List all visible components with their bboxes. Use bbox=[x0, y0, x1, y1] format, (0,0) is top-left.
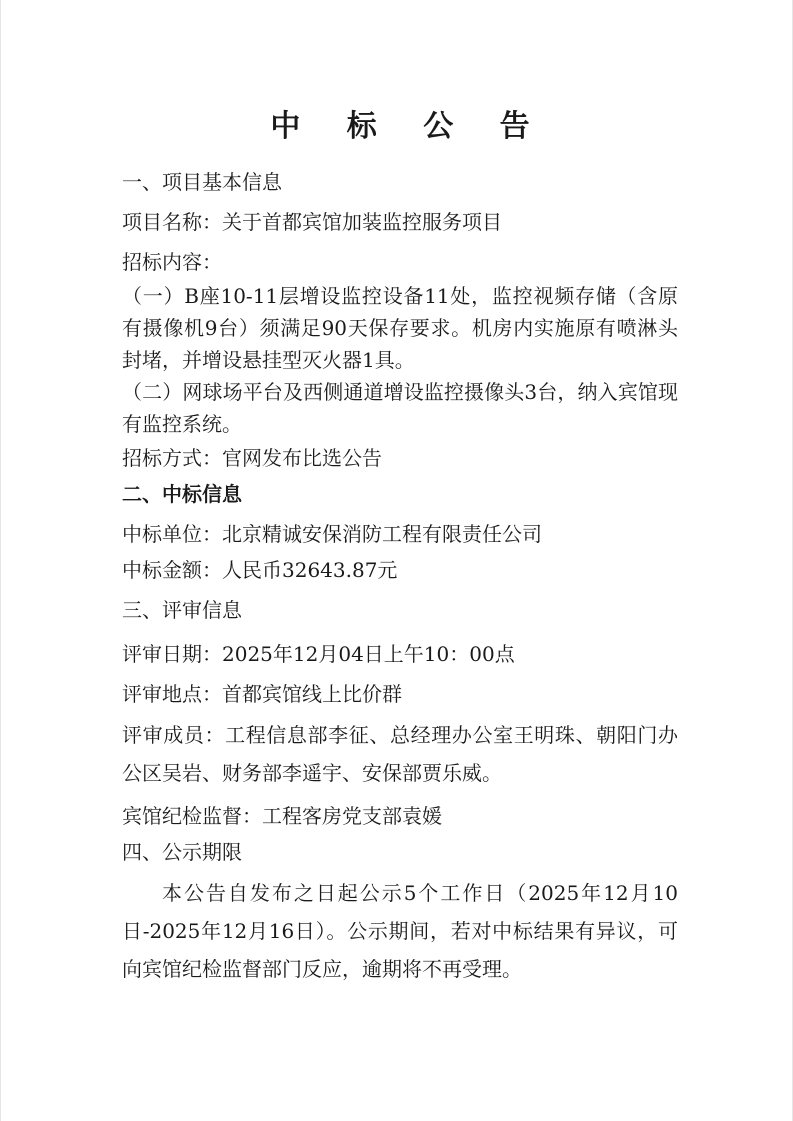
tender-content-label: 招标内容： bbox=[122, 250, 222, 274]
publicity-body: 本公告自发布之日起公示5个工作日（2025年12月10日-2025年12月16日）。公示期间，若对中标结果有异议，可向宾馆纪检监督部门反应，逾期将不再受理。 bbox=[122, 881, 678, 981]
document-body bbox=[122, 102, 678, 988]
section-heading-winner-info: 二、中标信息 bbox=[122, 482, 242, 506]
section-heading-project-info: 一、项目基本信息 bbox=[122, 170, 282, 194]
discipline-supervision: 宾馆纪检监督：工程客房党支部袁媛 bbox=[122, 804, 442, 828]
review-location: 评审地点：首都宾馆线上比价群 bbox=[122, 682, 402, 706]
section-heading-publicity-period: 四、公示期限 bbox=[122, 840, 242, 864]
winner-company: 中标单位：北京精诚安保消防工程有限责任公司 bbox=[122, 522, 542, 546]
tender-item-1: （一）B座10-11层增设监控设备11处，监控视频存储（含原有摄像机9台）须满足90天保存要求。机房内实施原有喷淋头封堵，并增设悬挂型灭火器1具。 bbox=[122, 284, 678, 372]
project-name: 项目名称：关于首都宾馆加装监控服务项目 bbox=[122, 210, 502, 234]
winner-amount: 中标金额：人民币32643.87元 bbox=[122, 558, 398, 582]
review-date: 评审日期：2025年12月04日上午10：00点 bbox=[122, 642, 515, 666]
document-title: 中 标 公 告 bbox=[270, 109, 548, 144]
section-heading-review-info: 三、评审信息 bbox=[122, 598, 242, 622]
tender-item-2: （二）网球场平台及西侧通道增设监控摄像头3台，纳入宾馆现有监控系统。 bbox=[122, 380, 678, 436]
review-members: 评审成员：工程信息部李征、总经理办公室王明珠、朝阳门办公区吴岩、财务部李遥宇、安保部贾乐威。 bbox=[122, 723, 678, 785]
tender-method: 招标方式：官网发布比选公告 bbox=[122, 446, 382, 470]
